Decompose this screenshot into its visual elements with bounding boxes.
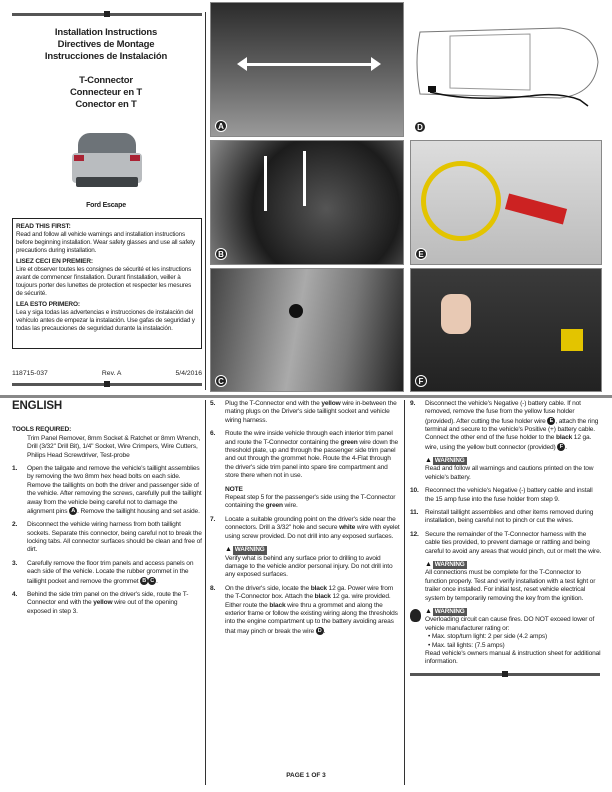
step-text: Disconnect the vehicle's Negative (-) battery cable. If not removed, remove the fuse from the yellow fuse holder (provided). After cutting the fuse holder wire — [425, 400, 581, 425]
step-text: . — [323, 627, 326, 635]
end-rule — [410, 673, 600, 676]
warning-connections — [410, 561, 602, 603]
step-text: 12 ga. Power wire from the T-Connector box. Attach the — [225, 584, 394, 601]
top-rule — [12, 13, 202, 16]
wire-color: black — [310, 584, 327, 592]
step-5 — [210, 400, 400, 425]
step-number: 1. — [12, 465, 18, 473]
wire-color: yellow — [93, 599, 113, 607]
warning-text: Read vehicle's owners manual & instruction sheet for additional information. — [425, 650, 601, 666]
warning-text: All connections must be complete for the T-Connector to function properly. Test and verify installation with a test light or trailer once installed. For initial test, reset vehicle electrical system by temporarily removing the key from the ignition. — [425, 569, 596, 602]
step-2 — [12, 521, 202, 555]
step-number: 9. — [410, 400, 416, 407]
step-12 — [410, 531, 602, 556]
column-3 — [410, 400, 602, 676]
notice-text-fr: Lire et observer toutes les consignes de sécurité et les instructions avant de commencer l'installation. Durant l'installation, veiller à toujours porter des lunettes de protection et respecter les mesures de sécurité. — [16, 266, 192, 297]
column-divider — [205, 400, 206, 785]
product-fr: Connecteur en T — [70, 87, 142, 98]
warning-text: Overloading circuit can cause fires. DO NOT exceed lower of vehicle manufacturer rating or: — [425, 616, 595, 632]
warning-label: WARNING — [434, 561, 465, 568]
note-text: wire. — [282, 502, 298, 510]
step-text: Reconnect the vehicle's Negative (-) battery cable and install the 15 amp fuse into the fuse holder from step 9. — [425, 487, 593, 503]
product-name — [10, 75, 202, 111]
date: 5/4/2016 — [175, 370, 202, 377]
notice-text-en: Read and follow all vehicle warnings and installation instructions before beginning installation. Wear safety glasses and use all safety precautions during installation. — [16, 231, 195, 254]
fire-icon — [410, 609, 421, 622]
title-en: Installation Instructions — [54, 27, 158, 38]
wire-color: yellow — [321, 400, 341, 407]
photo-c — [210, 268, 404, 392]
warning-label: WARNING — [434, 456, 465, 464]
warning-icon: ▲ — [425, 456, 432, 464]
warning-text: Verify what is behind any surface prior to drilling to avoid damage to the vehicle and/or personal injury. Do not drill into any exposed surfaces. — [225, 554, 393, 579]
bottom-rule — [12, 383, 202, 386]
photo-b — [210, 140, 404, 265]
warning-icon: ▲ — [225, 546, 232, 554]
step-number: 2. — [12, 521, 18, 529]
column-divider — [404, 400, 405, 785]
vehicle-wiring-diagram — [410, 2, 602, 137]
tools-list: Trim Panel Remover, 8mm Socket & Ratchet or 8mm Wrench, Drill (3/32" Drill Bit), 1/4" Socket, Wire Crimpers, Wire Cutters, Philips Head Screwdriver, Test-probe — [27, 434, 201, 459]
photo-a — [210, 2, 404, 137]
notice-heading-fr: LISEZ CECI EN PREMIER: — [16, 258, 93, 265]
title-es: Instrucciones de Instalación — [44, 51, 168, 62]
part-number: 118715-037 — [12, 370, 48, 377]
step-3 — [12, 560, 202, 586]
step-text: On the driver's side, locate the — [225, 584, 311, 592]
warning-label: WARNING — [434, 608, 465, 616]
section-bar — [0, 395, 612, 398]
step-number: 11. — [410, 508, 419, 516]
step-text: . Remove the taillight housing and set aside. — [77, 507, 200, 515]
photo-label-c: C — [215, 375, 227, 387]
step-4 — [12, 591, 202, 616]
vehicle-name: Ford Escape — [86, 202, 126, 209]
step-10 — [410, 487, 602, 504]
wire-color: black — [314, 593, 331, 601]
column-2 — [210, 400, 400, 641]
photo-label-b: B — [215, 248, 227, 260]
warning-drilling — [210, 546, 400, 580]
step-number: 12. — [410, 530, 419, 538]
bullet-item: • Max. tail lights: (7.5 amps) — [428, 641, 505, 649]
divider — [205, 12, 206, 390]
warning-overload — [410, 608, 602, 667]
product-es: Conector en T — [75, 99, 137, 110]
column-1 — [12, 400, 202, 621]
step-6 — [210, 430, 400, 480]
step-9 — [410, 400, 602, 452]
notice-heading-en: READ THIS FIRST: — [16, 223, 71, 230]
step-text: Reinstall taillight assemblies and other items removed during installation, being careful not to pinch or cut the wires. — [425, 508, 594, 525]
wire-color: black — [269, 601, 286, 609]
page-number: PAGE 1 OF 3 — [286, 772, 326, 779]
note — [210, 486, 400, 511]
step-text: wire with eyelet using screw provided. Do not drill into any exposed surfaces. — [225, 524, 400, 540]
photo-f — [410, 268, 602, 392]
step-text: Locate a suitable grounding point on the driver's side near the connectors. Drill a 3/32" hole and secure — [225, 515, 396, 532]
step-text: 12 ga. wire, using the yellow butt connector (provided) — [425, 434, 592, 451]
step-7 — [210, 516, 400, 541]
step-1 — [12, 465, 202, 516]
step-text: wire out of the opening exposed in step 3. — [27, 599, 178, 615]
page-title — [10, 27, 202, 63]
step-text: Plug the T-Connector end with the — [225, 400, 322, 407]
step-text: , attach the ring terminal and secure to the vehicle's Positive (+) battery cable. Connect the other end of the fuse holder to the — [425, 417, 599, 442]
photo-label-a: A — [215, 120, 227, 132]
warning-label: WARNING — [234, 546, 265, 554]
step-number: 3. — [12, 559, 18, 567]
step-text: wire thru a grommet and along the exterior frame or follow the existing wiring along the thresholds into the engine compartment up to the battery avoiding areas that may pinch or break the wire — [225, 601, 398, 635]
step-8 — [210, 585, 400, 636]
step-number: 4. — [12, 590, 18, 598]
notice-heading-es: LEA ESTO PRIMERO: — [16, 301, 80, 308]
figure-ref-c: C — [148, 577, 156, 585]
figure-ref-a: A — [69, 507, 77, 515]
step-text: wire down the threshold plate, up and through the passenger side trim panel and out through the grommet hole. Route the 4-Flat through the driver's side trim panel into spare tire compartment and store there when not in use. — [225, 438, 399, 480]
notice-text-es: Lea y siga todas las advertencias e instrucciones de instalación del vehículo antes de empezar la instalación. Use gafas de seguridad y todas las precauciones de seguridad durante la instalación. — [16, 309, 195, 332]
step-number: 6. — [210, 430, 216, 438]
figure-ref-d: D — [316, 627, 324, 635]
figure-ref-e: E — [547, 417, 555, 425]
photo-label-e: E — [415, 248, 427, 260]
photo-e — [410, 140, 602, 265]
diagram-d — [410, 2, 602, 137]
read-first-notice — [12, 218, 202, 349]
figure-ref-f: F — [557, 443, 565, 451]
step-text: wire in-between the mating plugs on the Driver's side taillight socket and vehicle wiring harness. — [225, 400, 397, 424]
step-number: 5. — [210, 400, 216, 407]
step-text: . — [565, 443, 567, 451]
step-text: Open the tailgate and remove the vehicle's taillight assemblies by removing the two 8mm hex head bolts on each side. Remove the taillights on both the driver and passenger side of the vehicle. After removing the screws, carefully pull the taillight away from the vehicle being careful not to damage the alignment pins — [27, 465, 202, 515]
wire-color: green — [340, 438, 358, 446]
step-text: . — [156, 577, 158, 585]
step-number: 8. — [210, 584, 216, 592]
photo-label-d: D — [414, 121, 426, 133]
warning-battery — [410, 457, 602, 482]
product-en: T-Connector — [79, 75, 133, 86]
photo-label-f: F — [415, 375, 427, 387]
tools-heading: TOOLS REQUIRED: — [12, 426, 72, 434]
section-heading: ENGLISH — [12, 400, 63, 412]
step-number: 7. — [210, 515, 216, 523]
step-text: Disconnect the vehicle wiring harness from both taillight sockets. Separate this connector, being careful not to break the locking tabs. All connector surfaces should be clean and free of dirt. — [27, 521, 202, 554]
step-11 — [410, 509, 602, 526]
warning-icon: ▲ — [425, 608, 432, 616]
step-text: Carefully remove the floor trim panels and access panels on each side of the vehicle. Locate the rubber grommet in the taillight pocket and remove the grommet — [27, 559, 194, 585]
step-text: Secure the remainder of the T-Connector harness with the cable ties provided, to prevent damage or rattling and being careful to avoid any areas that would pinch, cut or melt the wire. — [425, 530, 602, 555]
step-text: 12 ga. wire provided. Either route the — [225, 593, 391, 609]
step-number: 10. — [410, 487, 419, 495]
warning-text: Read and follow all warnings and cautions printed on the tow vehicle's battery. — [425, 465, 594, 481]
wire-color: green — [265, 502, 283, 510]
wire-color: white — [339, 524, 356, 532]
document-meta — [12, 370, 202, 377]
step-text: Behind the side trim panel on the driver's side, route the T-Connector end with the — [27, 590, 189, 607]
note-heading: NOTE — [225, 485, 243, 493]
bullet-item: • Max. stop/turn light: 2 per side (4.2 amps) — [428, 633, 548, 641]
figure-ref-b: B — [140, 577, 148, 585]
step-text: Route the wire inside vehicle through each interior trim panel and route the T-Connector containing the — [225, 430, 393, 446]
vehicle-image — [72, 133, 142, 196]
warning-icon: ▲ — [425, 561, 432, 568]
wire-color: black — [556, 434, 573, 442]
note-text: Repeat step 5 for the passenger's side using the T-Connector containing the — [225, 494, 396, 510]
title-fr: Directives de Montage — [57, 39, 155, 50]
revision: Rev. A — [101, 370, 122, 377]
